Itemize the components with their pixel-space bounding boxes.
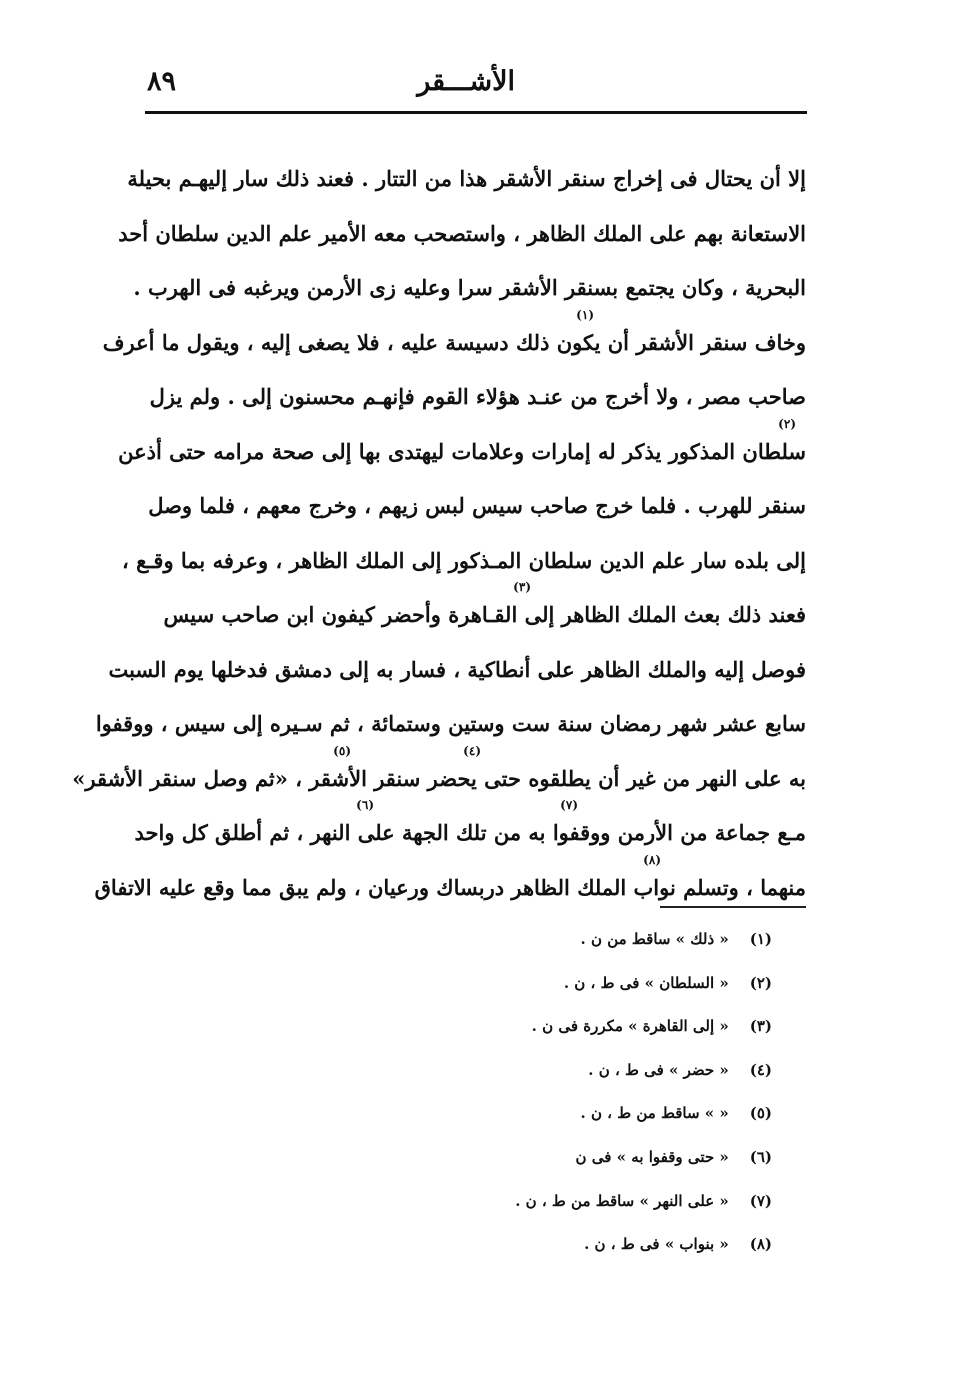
footnote-mark: (١) — [576, 307, 594, 322]
text-line: فوصل إليه والملك الظاهر على أنطاكية ، فسار به إلى دمشق فدخلها يوم السبت — [108, 656, 806, 682]
footnote-number: (٦) — [749, 1147, 772, 1166]
text-line: إلى بلده سار علم الدين سلطان المـذكور إلى الملك الظاهر ، وعرفه بما وقـع ، — [121, 547, 806, 573]
body-text — [72, 152, 806, 915]
footnote-mark: (٢) — [778, 416, 796, 431]
footnote — [420, 1005, 772, 1049]
footnote-number: (٣) — [749, 1017, 772, 1036]
text-line: سلطان المذكور يذكر له إمارات وعلامات ليهتدى بها إلى صحة مرامه حتى أذعن — [118, 438, 806, 464]
footnote-text: « ذلك » ساقط من ن . — [580, 930, 729, 948]
footnote-number: (٢) — [749, 973, 772, 992]
footnote-number: (٧) — [749, 1191, 772, 1210]
footnote-mark: (٦) — [356, 798, 374, 812]
running-title: الأشـــقر — [417, 66, 515, 97]
footnote — [420, 1180, 772, 1224]
footnote-mark: (٥) — [333, 743, 351, 758]
footnote — [420, 962, 772, 1006]
page-number: ٨٩ — [147, 66, 177, 97]
footnotes — [420, 918, 772, 1267]
text-line: وخاف سنقر الأشقر أن يكون ذلك دسيسة عليه ، فلا يصغى إليه ، ويقول ما أعرف — [102, 329, 806, 355]
footnote-text: « » ساقط من ط ، ن . — [580, 1104, 729, 1123]
text-line: صاحب مصر ، ولا أخرج من عنـد هؤلاء القوم فإنهـم محسنون إلى . ولم يزل — [149, 384, 806, 409]
text-line: منهما ، وتسلم نواب الملك الظاهر دربساك ورعيان ، ولم يبق مما وقع عليه الاتفاق — [94, 874, 806, 900]
text-line: الاستعانة بهم على الملك الظاهر ، واستصحب معه الأمير علم الدين سلطان أحد — [118, 220, 806, 246]
footnote — [420, 1092, 772, 1136]
footnote-mark: (٨) — [643, 852, 661, 867]
text-line: به على النهر من غير أن يطلقوه حتى يحضر سنقر الأشقر ، «ثم وصل سنقر الأشقر» — [72, 765, 806, 791]
text-line: سابع عشر شهر رمضان سنة ست وستين وستمائة ، ثم سـيره إلى سيس ، ووقفوا — [95, 711, 806, 736]
footnote-number: (٥) — [749, 1104, 772, 1123]
footnote-number: (٤) — [749, 1060, 772, 1079]
footnote-text: « حضر » فى ط ، ن . — [588, 1060, 729, 1079]
text-line: إلا أن يحتال فى إخراج سنقر الأشقر هذا من التتار . فعند ذلك سار إليهـم بحيلة — [127, 166, 806, 191]
text-line: مـع جماعة من الأرمن ووقفوا به من تلك الجهة على النهر ، ثم أطلق كل واحد — [134, 820, 806, 845]
footnote — [420, 1223, 772, 1267]
footnote-number: (٨) — [749, 1235, 772, 1254]
footnote — [420, 1136, 772, 1180]
footnote — [420, 918, 772, 962]
text-line: سنقر للهرب . فلما خرج صاحب سيس لبس زيهم ، وخرج معهم ، فلما وصل — [148, 493, 806, 518]
footnote-text: « على النهر » ساقط من ط ، ن . — [515, 1191, 729, 1210]
header-rule — [145, 111, 807, 114]
footnote-text: « السلطان » فى ط ، ن . — [563, 973, 729, 992]
text-line: البحرية ، وكان يجتمع بسنقر الأشقر سرا وعليه زى الأرمن ويرغبه فى الهرب . — [133, 275, 806, 300]
page-header — [145, 64, 805, 108]
footnote-number: (١) — [749, 930, 772, 948]
footnote-text: « إلى القاهرة » مكررة فى ن . — [531, 1017, 729, 1036]
footnote-mark: (٧) — [560, 798, 578, 812]
footnote — [420, 1049, 772, 1093]
footnote-mark: (٣) — [513, 580, 531, 594]
footnote-text: « حتى وقفوا به » فى ن — [575, 1147, 729, 1166]
footnote-text: « بنواب » فى ط ، ن . — [584, 1235, 729, 1254]
text-line: فعند ذلك بعث الملك الظاهر إلى القـاهرة وأحضر كيفون ابن صاحب سيس — [163, 602, 806, 627]
footnote-mark: (٤) — [463, 743, 481, 758]
footnote-rule — [660, 906, 806, 908]
